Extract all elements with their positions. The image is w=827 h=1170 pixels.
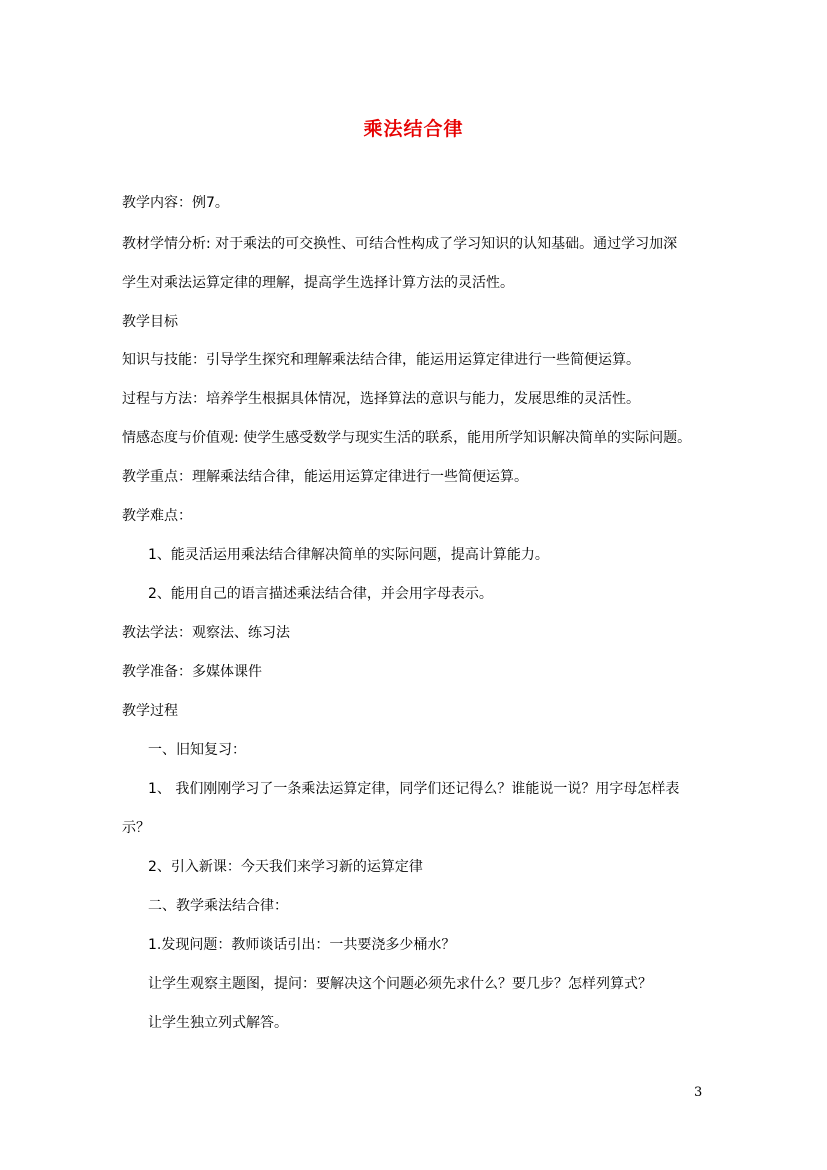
teaching-content: 教学内容：例7。: [122, 195, 229, 211]
textbook-analysis-line-2: 学生对乘法运算定律的理解，提高学生选择计算方法的灵活性。: [122, 275, 514, 291]
discover-problem: 1.发现问题：教师谈话引出：一共要浇多少桶水？: [148, 937, 456, 953]
difficulty-item-2: 2、能用自己的语言描述乘法结合律，并会用字母表示。: [148, 586, 493, 602]
review-item-1-line-1: 1、 我们刚刚学习了一条乘法运算定律，同学们还记得么？谁能说一说？用字母怎样表: [148, 781, 680, 797]
teaching-methods: 教法学法：观察法、练习法: [122, 625, 290, 641]
review-item-1-line-2: 示？: [122, 820, 150, 836]
knowledge-skills: 知识与技能：引导学生探究和理解乘法结合律，能运用运算定律进行一些简便运算。: [122, 352, 640, 368]
difficulty-item-1: 1、能灵活运用乘法结合律解决简单的实际问题，提高计算能力。: [148, 547, 549, 563]
teaching-difficulty-heading: 教学难点：: [122, 508, 192, 524]
textbook-analysis-line-1: 教材学情分析: 对于乘法的可交换性、可结合性构成了学习知识的认知基础。通过学习加深: [122, 236, 678, 252]
review-item-2: 2、引入新课：今天我们来学习新的运算定律: [148, 859, 423, 875]
teaching-goals-heading: 教学目标: [122, 314, 178, 330]
independent-solve: 让学生独立列式解答。: [148, 1015, 288, 1031]
teaching-preparation: 教学准备：多媒体课件: [122, 664, 262, 680]
emotion-values: 情感态度与价值观: 使学生感受数学与现实生活的联系，能用所学知识解决简单的实际问题。: [122, 430, 692, 446]
review-heading: 一、旧知复习：: [148, 742, 246, 758]
lesson-heading: 二、教学乘法结合律：: [148, 898, 288, 914]
page-number: 3: [694, 1085, 703, 1100]
process-methods: 过程与方法：培养学生根据具体情况，选择算法的意识与能力，发展思维的灵活性。: [122, 391, 640, 407]
document-title: 乘法结合律: [363, 118, 464, 140]
teaching-focus: 教学重点：理解乘法结合律，能运用运算定律进行一些简便运算。: [122, 469, 528, 485]
observe-diagram: 让学生观察主题图，提问：要解决这个问题必须先求什么？要几步？怎样列算式？: [148, 976, 652, 992]
teaching-process-heading: 教学过程: [122, 703, 178, 719]
